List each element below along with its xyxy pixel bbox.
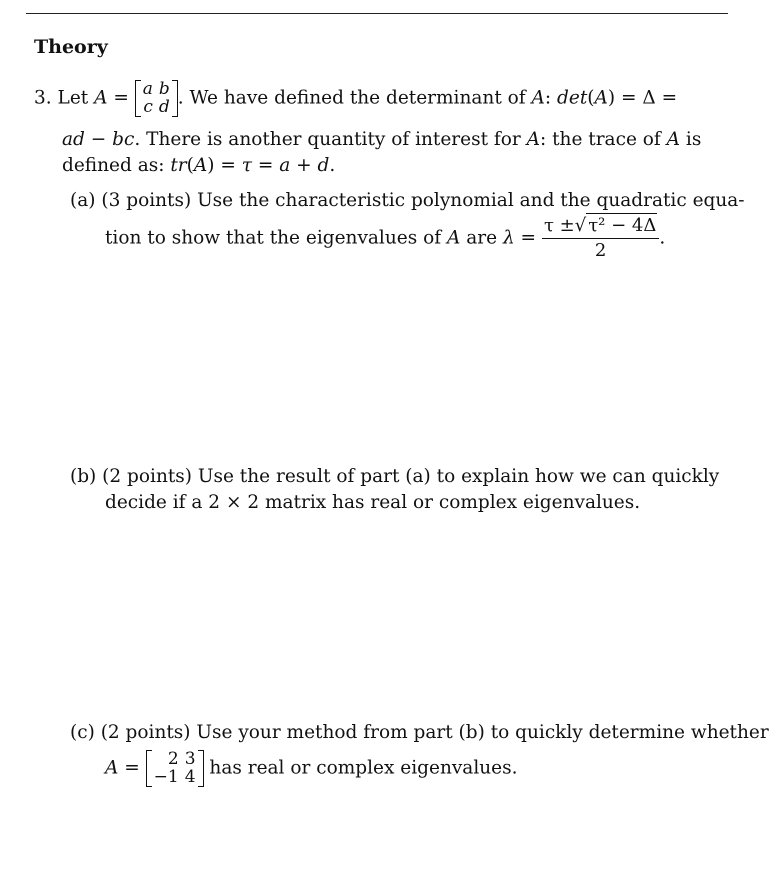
let-text: Let bbox=[57, 87, 89, 109]
problem-line-1: 3. Let A = a b c d . We have defined the determinant of A: det(A) = Δ = bbox=[34, 79, 678, 118]
part-c-line-2: A = 2 3 −1 4 has real or complex eigenvalues. bbox=[105, 749, 518, 788]
part-a-label: (a) bbox=[70, 190, 96, 211]
formula-radicand: τ² − 4Δ bbox=[588, 215, 657, 236]
part-b-line-2 bbox=[105, 494, 640, 513]
matrix-entry-11: 2 bbox=[167, 749, 179, 769]
general-matrix bbox=[135, 80, 178, 117]
matrix-entry-d: d bbox=[158, 97, 170, 118]
matrix-entry-12: 3 bbox=[184, 749, 196, 769]
part-c-label: (c) bbox=[70, 722, 95, 743]
part-c-text-1: Use your method from part (b) to quickly determine whether bbox=[196, 722, 769, 743]
defined-text: defined as: bbox=[62, 155, 165, 176]
matrix-entry-22: 4 bbox=[184, 767, 196, 788]
formula-denominator: 2 bbox=[594, 240, 607, 261]
matrix-entry-b: b bbox=[158, 79, 170, 99]
matrix-entry-21: −1 bbox=[153, 767, 179, 788]
formula-lead: τ ± bbox=[543, 215, 575, 236]
part-a-line-2: tion to show that the eigenvalues of A are λ = $\frac{\text{τ ±√ τ² − 4Δ}}{2}$ . bbox=[105, 215, 666, 261]
part-b-text-2: decide if a 2 × 2 matrix has real or complex eigenvalues. bbox=[105, 492, 641, 513]
top-rule bbox=[26, 13, 728, 14]
part-c-points: (2 points) bbox=[100, 722, 191, 743]
problem-line-3: defined as: tr(A) = τ = a + d. bbox=[62, 155, 336, 176]
part-a-are: are bbox=[466, 227, 498, 249]
part-b-text-1: Use the result of part (a) to explain how we can quickly bbox=[197, 466, 720, 487]
is-text: is bbox=[685, 129, 702, 150]
section-heading: Theory bbox=[34, 36, 108, 58]
matrix-entry-c: c bbox=[143, 97, 153, 118]
det-func: det bbox=[557, 87, 588, 109]
part-a-line-1 bbox=[70, 192, 745, 211]
trace-func: tr bbox=[170, 155, 187, 176]
part-b-label: (b) bbox=[70, 466, 97, 487]
formula-numerator bbox=[542, 217, 659, 239]
determinant-intro: . We have defined the determinant of bbox=[177, 87, 526, 109]
part-b-points: (2 points) bbox=[102, 466, 192, 487]
problem-line-2: ad − bc. There is another quantity of interest for A: the trace of A is bbox=[62, 129, 702, 150]
square-root: √ τ² − 4Δ bbox=[574, 215, 657, 236]
part-b-line-1 bbox=[70, 468, 719, 487]
part-c-line-1 bbox=[70, 724, 769, 743]
part-c-text-2: has real or complex eigenvalues. bbox=[209, 757, 518, 779]
trace-text: : the trace of bbox=[539, 129, 661, 150]
part-a-text-2: tion to show that the eigenvalues of bbox=[105, 227, 442, 249]
part-a-text-1: Use the characteristic polynomial and the quadratic equa- bbox=[197, 190, 745, 211]
det-colon: : bbox=[544, 87, 552, 109]
matrix-entry-a: a bbox=[142, 79, 153, 99]
part-a-points: (3 points) bbox=[101, 190, 192, 211]
trace-intro: . There is another quantity of interest for bbox=[134, 129, 521, 150]
specific-matrix bbox=[146, 750, 204, 787]
eigenvalue-formula bbox=[542, 217, 659, 260]
problem-number: 3. bbox=[34, 87, 52, 109]
